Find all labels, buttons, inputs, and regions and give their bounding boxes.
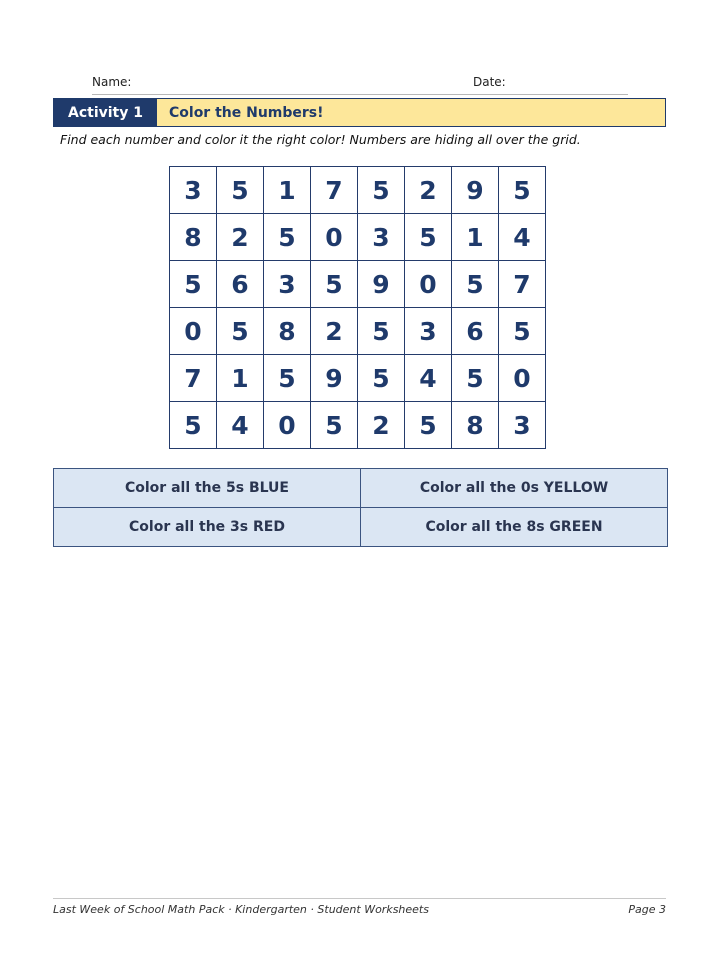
grid-cell[interactable]: 9 — [358, 261, 405, 308]
grid-cell[interactable]: 5 — [499, 167, 546, 214]
instruction-text: Find each number and color it the right color! Numbers are hiding all over the grid. — [60, 132, 581, 147]
activity-tag: Activity 1 — [54, 99, 157, 126]
grid-cell[interactable]: 5 — [264, 355, 311, 402]
grid-cell[interactable]: 5 — [311, 261, 358, 308]
grid-cell[interactable]: 0 — [499, 355, 546, 402]
page-footer — [53, 898, 666, 916]
grid-cell[interactable]: 5 — [217, 167, 264, 214]
grid-cell[interactable]: 9 — [311, 355, 358, 402]
grid-cell[interactable]: 8 — [452, 402, 499, 449]
grid-row — [170, 167, 546, 214]
grid-cell[interactable]: 6 — [217, 261, 264, 308]
grid-cell[interactable]: 7 — [311, 167, 358, 214]
footer-title: Last Week of School Math Pack · Kindergarten · Student Worksheets — [53, 903, 429, 916]
grid-row — [170, 214, 546, 261]
grid-cell[interactable]: 0 — [170, 308, 217, 355]
grid-cell[interactable]: 6 — [452, 308, 499, 355]
grid-cell[interactable]: 1 — [452, 214, 499, 261]
grid-cell[interactable]: 2 — [358, 402, 405, 449]
grid-cell[interactable]: 5 — [405, 214, 452, 261]
activity-banner — [53, 98, 666, 127]
date-label: Date: — [473, 75, 506, 89]
grid-cell[interactable]: 0 — [311, 214, 358, 261]
grid-cell[interactable]: 0 — [405, 261, 452, 308]
color-key — [53, 468, 668, 547]
grid-cell[interactable]: 5 — [452, 261, 499, 308]
grid-cell[interactable]: 3 — [358, 214, 405, 261]
grid-cell[interactable]: 2 — [311, 308, 358, 355]
grid-cell[interactable]: 5 — [499, 308, 546, 355]
key-row — [54, 469, 668, 508]
grid-cell[interactable]: 5 — [358, 308, 405, 355]
number-grid — [169, 166, 546, 449]
grid-row — [170, 308, 546, 355]
name-label: Name: — [92, 75, 132, 89]
grid-cell[interactable]: 3 — [499, 402, 546, 449]
grid-cell[interactable]: 2 — [217, 214, 264, 261]
grid-cell[interactable]: 4 — [405, 355, 452, 402]
grid-cell[interactable]: 5 — [264, 214, 311, 261]
grid-cell[interactable]: 5 — [170, 261, 217, 308]
activity-title: Color the Numbers! — [157, 99, 665, 126]
grid-cell[interactable]: 7 — [499, 261, 546, 308]
grid-cell[interactable]: 4 — [217, 402, 264, 449]
grid-cell[interactable]: 8 — [170, 214, 217, 261]
grid-cell[interactable]: 1 — [217, 355, 264, 402]
grid-row — [170, 402, 546, 449]
grid-cell[interactable]: 9 — [452, 167, 499, 214]
grid-cell[interactable]: 5 — [311, 402, 358, 449]
grid-cell[interactable]: 3 — [170, 167, 217, 214]
grid-cell[interactable]: 5 — [405, 402, 452, 449]
grid-cell[interactable]: 0 — [264, 402, 311, 449]
grid-cell[interactable]: 1 — [264, 167, 311, 214]
key-instruction: Color all the 0s YELLOW — [361, 469, 668, 508]
key-instruction: Color all the 5s BLUE — [54, 469, 361, 508]
grid-cell[interactable]: 5 — [452, 355, 499, 402]
grid-cell[interactable]: 5 — [217, 308, 264, 355]
grid-row — [170, 355, 546, 402]
key-row — [54, 508, 668, 547]
grid-cell[interactable]: 5 — [358, 167, 405, 214]
grid-cell[interactable]: 2 — [405, 167, 452, 214]
grid-cell[interactable]: 8 — [264, 308, 311, 355]
page-number: Page 3 — [628, 903, 666, 916]
key-instruction: Color all the 8s GREEN — [361, 508, 668, 547]
grid-cell[interactable]: 4 — [499, 214, 546, 261]
grid-cell[interactable]: 3 — [405, 308, 452, 355]
grid-cell[interactable]: 3 — [264, 261, 311, 308]
grid-row — [170, 261, 546, 308]
grid-cell[interactable]: 5 — [170, 402, 217, 449]
grid-cell[interactable]: 7 — [170, 355, 217, 402]
grid-cell[interactable]: 5 — [358, 355, 405, 402]
name-date-line — [92, 74, 628, 95]
key-instruction: Color all the 3s RED — [54, 508, 361, 547]
